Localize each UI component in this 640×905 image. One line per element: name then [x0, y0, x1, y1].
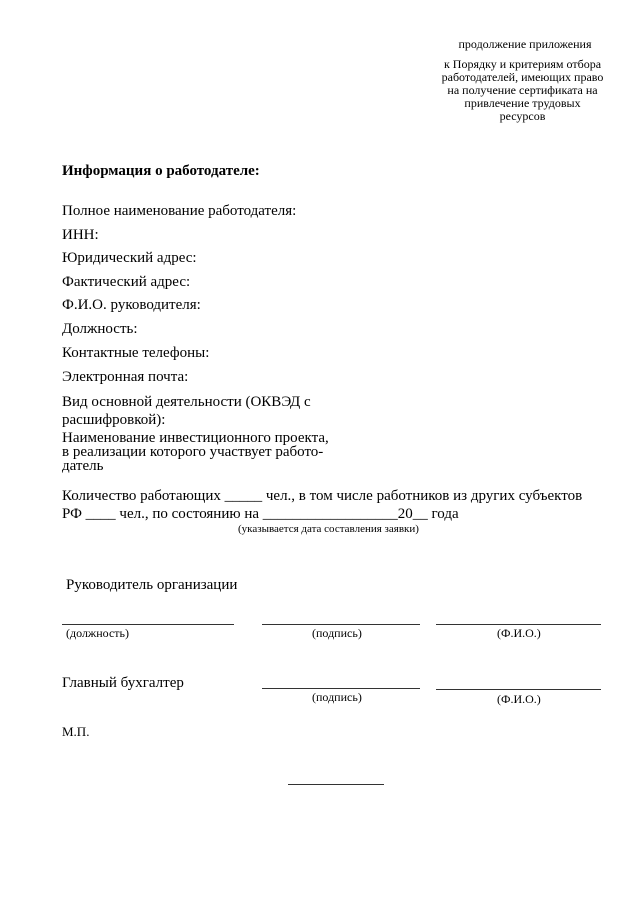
field-project-line: датель: [62, 458, 104, 474]
field-legal-address: Юридический адрес:: [62, 250, 197, 266]
field-activity-line: Вид основной деятельности (ОКВЭД с: [62, 394, 311, 410]
head-signature-label: (подпись): [312, 626, 362, 640]
field-project-line: в реализации которого участвует работо-: [62, 444, 324, 460]
employees-line-2: РФ ____ чел., по состоянию на __________________20__ года: [62, 506, 459, 522]
field-actual-address: Фактический адрес:: [62, 274, 191, 290]
header-continuation: продолжение приложения: [458, 37, 592, 51]
field-email: Электронная почта:: [62, 369, 189, 385]
field-activity: [62, 393, 311, 429]
field-project: [62, 431, 329, 473]
accountant-signature-label: (подпись): [312, 690, 362, 704]
field-phones: Контактные телефоны:: [62, 345, 210, 361]
field-director-name: Ф.И.О. руководителя:: [62, 297, 201, 313]
head-title: Руководитель организации: [66, 577, 238, 593]
accountant-title: Главный бухгалтер: [62, 675, 184, 691]
header-reference: [425, 58, 620, 123]
field-full-name: Полное наименование работодателя:: [62, 203, 297, 219]
head-position-label: (должность): [66, 626, 129, 640]
employees-line-1: Количество работающих _____ чел., в том числе работников из других субъектов: [62, 488, 583, 504]
header-line: работодателей, имеющих право: [441, 70, 604, 84]
accountant-signature-line: [262, 688, 420, 689]
header-line: к Порядку и критериям отбора: [443, 57, 602, 71]
header-line: привлечение трудовых: [464, 96, 581, 110]
field-position: Должность:: [62, 321, 138, 337]
head-name-line: [436, 624, 601, 625]
stamp-mark: М.П.: [62, 724, 90, 739]
field-project-line: Наименование инвестиционного проекта,: [62, 430, 329, 446]
field-inn: ИНН:: [62, 227, 99, 243]
head-signature-line: [262, 624, 420, 625]
head-name-label: (Ф.И.О.): [497, 626, 541, 640]
header-line: ресурсов: [499, 109, 546, 123]
closing-divider: [288, 784, 384, 785]
header-line: на получение сертификата на: [447, 83, 598, 97]
field-activity-line: расшифровкой):: [62, 412, 166, 428]
accountant-name-line: [436, 689, 601, 690]
employees-note: (указывается дата составления заявки): [238, 523, 419, 535]
head-position-line: [62, 624, 234, 625]
section-title: Информация о работодателе:: [62, 163, 260, 179]
accountant-name-label: (Ф.И.О.): [497, 692, 541, 706]
